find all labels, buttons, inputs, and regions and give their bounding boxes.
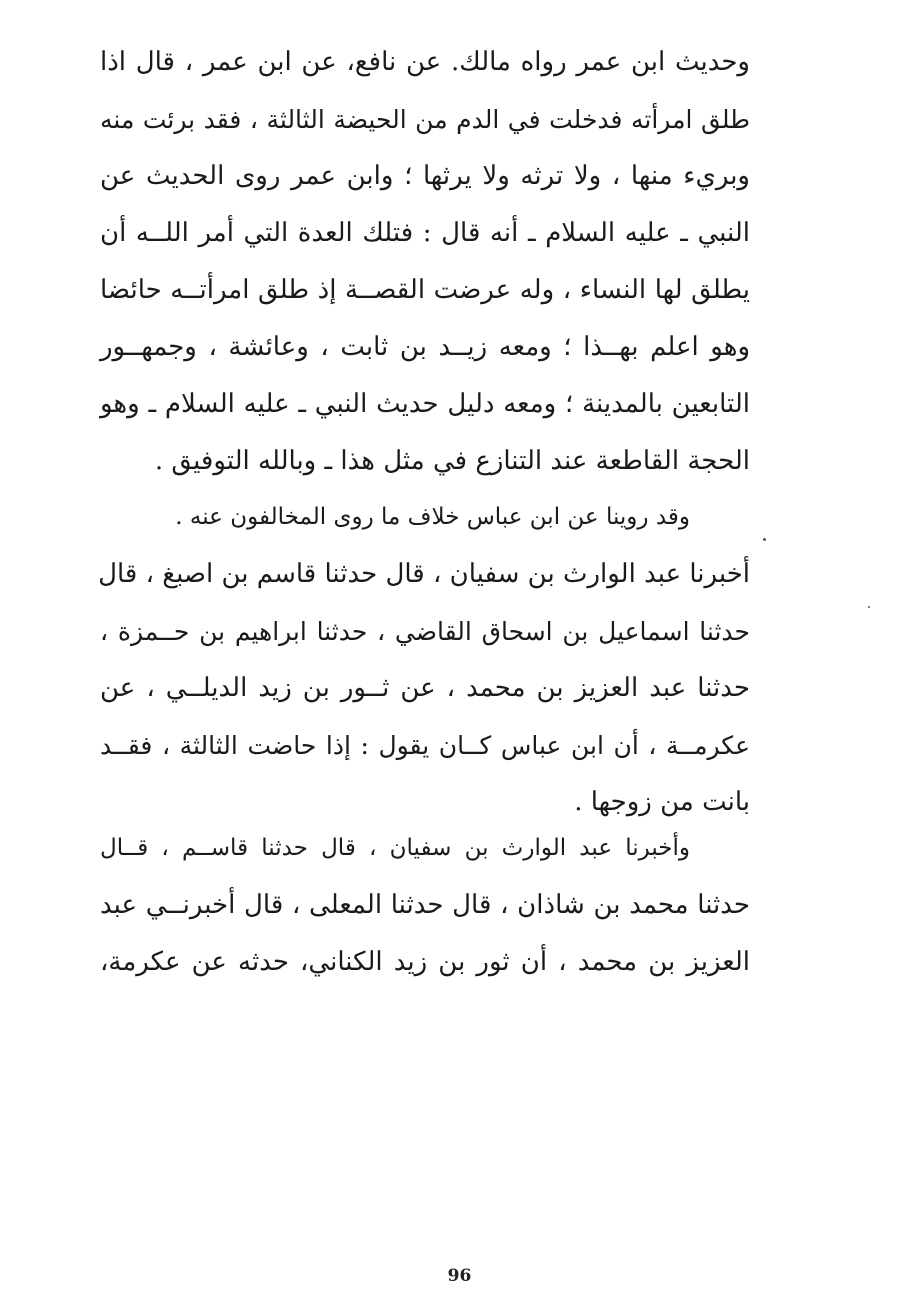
text-line: حدثنا محمد بن شاذان ، قال حدثنا المعلى ، قال أخبرنــي عبد (100, 890, 750, 920)
paragraph-3 (100, 820, 750, 991)
text-line: حدثنا اسماعيل بن اسحاق القاضي ، حدثنا ابراهيم بن حــمزة ، (100, 617, 750, 646)
text-line: العزيز بن محمد ، أن ثور بن زيد الكناني، حدثه عن عكرمة، (100, 947, 750, 977)
text-line: التابعين بالمدينة ؛ ومعه دليل حديث النبي ـ عليه السلام ـ وهو (100, 389, 750, 419)
text-line: أخبرنا عبد الوارث بن سفيان ، قال حدثنا قاسم بن اصبغ ، قال (98, 559, 750, 589)
text-line: وأخبرنا عبد الوارث بن سفيان ، قال حدثنا قاســم ، قــال (100, 835, 690, 861)
text-line: يطلق لها النساء ، وله عرضت القصــة إذ طلق امرأتــه حائضا (100, 275, 750, 305)
text-line: عكرمــة ، أن ابن عباس كــان يقول : إذا حاضت الثالثة ، فقــد (100, 731, 750, 760)
page-number: 96 (447, 1266, 472, 1286)
text-line: بانت من زوجها . (574, 787, 750, 817)
text-line: النبي ـ عليه السلام ـ أنه قال : فتلك العدة التي أمر اللــه أن (100, 218, 750, 248)
text-line: حدثنا عبد العزيز بن محمد ، عن ثــور بن زيد الديلــي ، عن (100, 673, 750, 703)
text-line: وبريء منها ، ولا ترثه ولا يرثها ؛ وابن عمر روى الحديث عن (100, 161, 750, 191)
paragraph-2 (100, 489, 750, 831)
scan-speck (763, 538, 766, 541)
text-line: وهو اعلم بهــذا ؛ ومعه زيــد بن ثابت ، وعائشة ، وجمهــور (100, 332, 750, 362)
text-line: وحديث ابن عمر رواه مالك. عن نافع، عن ابن عمر ، قال اذا (100, 47, 750, 77)
text-line: وقد روينا عن ابن عباس خلاف ما روى المخالفون عنه . (175, 504, 690, 530)
scan-speck (868, 606, 870, 608)
text-line: طلق امرأته فدخلت في الدم من الحيضة الثالثة ، فقد برئت منه (100, 105, 750, 134)
text-line: الحجة القاطعة عند التنازع في مثل هذا ـ وبالله التوفيق . (154, 446, 750, 476)
paragraph-1 (100, 34, 750, 490)
